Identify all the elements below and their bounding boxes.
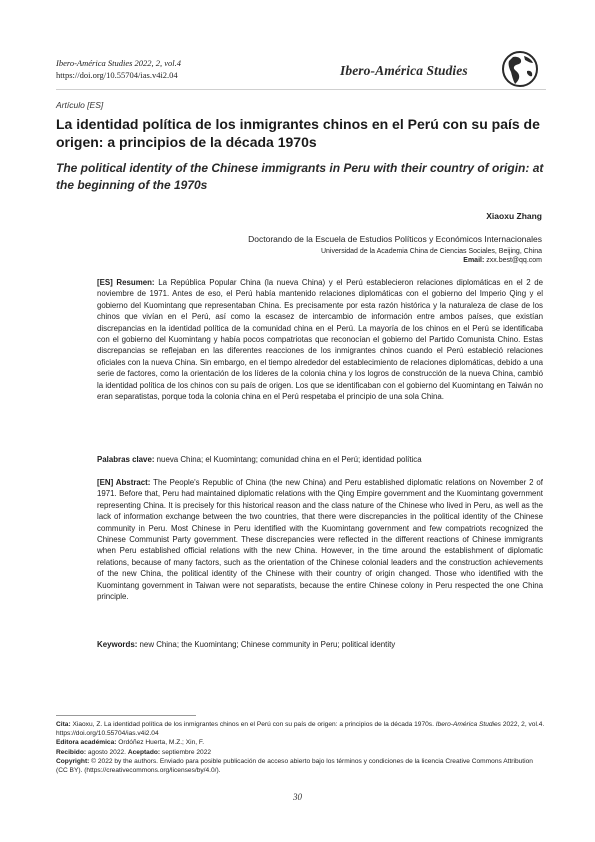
- author-institution: Universidad de la Academia China de Ciencias Sociales, Beijing, China: [320, 248, 542, 255]
- cita-text: Xiaoxu, Z. La identidad política de los inmigrantes chinos en el Perú con su país de origen: a principios de la década 1970s.: [70, 721, 436, 728]
- accepted-label: Aceptado:: [127, 748, 161, 756]
- abstract-english: [97, 477, 543, 602]
- author-email[interactable]: zxx.best@qq.com: [486, 257, 542, 264]
- header-divider: [56, 89, 546, 90]
- footnotes: [56, 720, 546, 775]
- keywords-en-label: Keywords:: [97, 640, 138, 649]
- footnote-divider: [56, 715, 196, 716]
- citation-note: [56, 720, 546, 738]
- copyright-text: © 2022 by the authors. Enviado para posible publicación de acceso abierto bajo los términos y condiciones de la licencia Creative Commons Attribution (CC BY). (https://creativecommons.org/licenses/by/4.0/).: [56, 757, 533, 775]
- journal-logo: [340, 49, 545, 89]
- copyright-label: Copyright:: [56, 757, 90, 765]
- title-spanish: La identidad política de los inmigrantes chinos en el Perú con su país de origen: a principios de la década 1970s: [56, 116, 540, 150]
- keywords-english: [97, 640, 543, 649]
- abstract-spanish: [97, 277, 543, 402]
- abstract-es-text: La República Popular China (la nueva China) y el Perú establecieron relaciones diplomáticas en el 2 de noviembre de 1971. Antes de eso, el Perú había mantenido relaciones diplomáticas con el gobierno del Imperio Qing y el gobierno del Kuomintang que representaban China. Es precisamente por esta razón histórica y la naturaleza de clase de los chinos que vivían en el Perú, así como la escasez de intercambio de información entre ambos países, que existían discrepancias en la identidad política de la comunidad china en el Perú. La mayoría de los chinos en el Perú se identificaba con el gobierno del Kuomintang y había pocos compatriotas que reconocían el gobierno del Partido Comunista Chino. Estas discrepancias se reflejaban en las diferentes reacciones de los inmigrantes chinos cuando el Perú estableció relaciones oficiales con la nueva China. Sin embargo, en el tiempo alrededor del establecimiento de relaciones diplomáticas, debido a una serie de factores, como la orientación de los líderes de la colonia china y los logros de construcción de la nueva China, cambió la identidad política de los chinos con su país de origen. Los que se identificaban con el gobierno del Kuomintang en Taiwán no eran separatistas, porque toda la colonia china en el Perú respetaba el principio de una sola China.: [97, 278, 544, 402]
- page-number: 30: [293, 792, 302, 802]
- globe-americas-icon: [500, 49, 540, 89]
- journal-name: Ibero-América Studies: [56, 58, 133, 68]
- author-name: Xiaoxu Zhang: [486, 211, 542, 221]
- cita-label: Cita:: [56, 721, 71, 728]
- title-english: The political identity of the Chinese immigrants in Peru with their country of origin: at the beginning of the 1970s: [56, 161, 544, 192]
- keywords-es-label: Palabras clave:: [97, 455, 155, 464]
- accepted-text: septiembre 2022: [160, 748, 212, 756]
- journal-header: [56, 57, 181, 81]
- author-affiliation: Doctorando de la Escuela de Estudios Políticos y Económicos Internacionales: [248, 234, 542, 244]
- editor-label: Editora académica:: [56, 739, 117, 747]
- email-label: Email:: [463, 257, 485, 264]
- header-doi[interactable]: https://doi.org/10.55704/ias.v4i2.04: [56, 70, 178, 80]
- cita-end: 2022, 2, vol.4. https://doi.org/10.55704/ias.v4i2.04: [56, 721, 545, 738]
- copyright-note: [56, 757, 546, 775]
- editor-note: [56, 738, 546, 747]
- received-label: Recibido:: [56, 748, 87, 756]
- abstract-en-label: [EN] Abstract:: [97, 478, 151, 487]
- dates-note: [56, 748, 546, 757]
- abstract-en-text: The People's Republic of China (the new China) and Peru established diplomatic relations on November 2 of 1971. Before that, Peru had maintained diplomatic relations with the Qing Empire government and the Kuomintang government representing China. It is precisely for this historical reason and the class nature of the Chinese who lived in Peru, as well as the lack of information exchange between the two countries, that there were discrepancies in the political identity of the Chinese community in Peru. Most Chinese in Peru identified with the Kuomintang government and few compatriots recognized the Chinese Communist Party government. These discrepancies were reflected in the different reactions of Chinese immigrants when Peru established official relations with the new China. However, in the time around the establishment of diplomatic relations, because of many factors, such as the orientation of the Chinese colonial leaders and the construction achievements of the new China, the political identity of the Chinese with their country of origin changed. Those who identified with the Kuomintang government in Taiwan were not separatists, because the entire Chinese colony in Peru respected the one China principle.: [97, 478, 543, 602]
- cita-journal: Ibero-América Studies: [435, 721, 501, 728]
- keywords-en-text: new China; the Kuomintang; Chinese community in Peru; political identity: [137, 640, 396, 649]
- brand-name: Ibero-América Studies: [340, 63, 468, 78]
- keywords-spanish: [97, 455, 543, 464]
- received-text: agosto 2022.: [86, 748, 128, 756]
- author-email-line: [463, 257, 542, 264]
- article-type: Artículo [ES]: [56, 100, 104, 110]
- editor-text: Ordóñez Huerta, M.Z.; Xin, F.: [116, 739, 205, 747]
- abstract-es-label: [ES] Resumen:: [97, 278, 155, 287]
- keywords-es-text: nueva China; el Kuomintang; comunidad china en el Perú; identidad política: [154, 455, 422, 464]
- journal-volume: 2022, 2, vol.4: [134, 58, 182, 68]
